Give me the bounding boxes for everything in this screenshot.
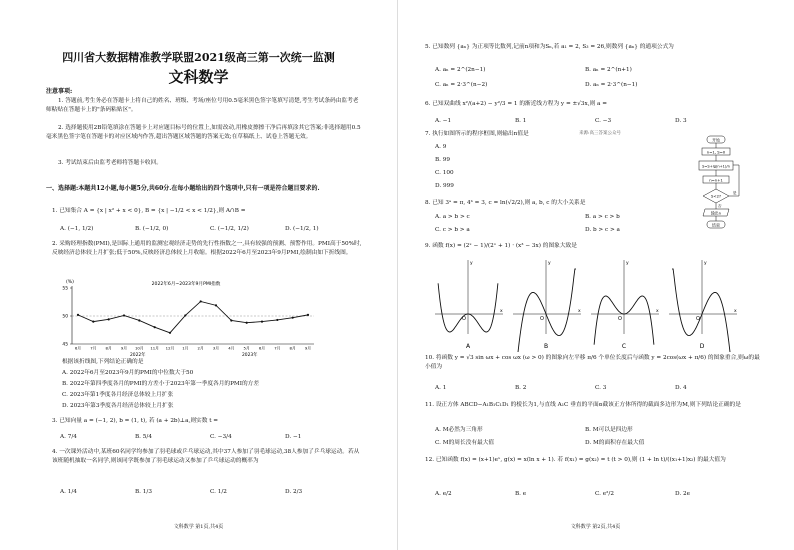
q8-stem: 8. 已知 3ᵃ = π, 4ᵇ = 3, c = ln(√2/2),则 a, b, c 的大小关系是 — [425, 200, 586, 206]
notice-heading: 注意事项: — [46, 88, 73, 95]
pmi-line-chart — [52, 278, 320, 358]
q5-option-d: D. aₙ = 2·3^(n−1) — [585, 81, 638, 88]
q9-option-label: D — [699, 343, 705, 350]
chart-data-point — [184, 314, 186, 316]
q12-option-b: B. e — [515, 491, 527, 497]
q7-option-d: D. 999 — [435, 183, 454, 189]
chart-x-tick-label: 8月 — [289, 345, 296, 351]
q9-origin-label: O — [540, 316, 544, 322]
chart-x-tick-label: 4月 — [228, 345, 235, 351]
q8-options — [435, 213, 695, 234]
q7-flowchart — [689, 134, 749, 234]
q9-origin-label: O — [696, 316, 700, 322]
q3-option-d: D. −1 — [285, 434, 302, 440]
q12-stem: 12. 已知函数 f(x) = (x+1)eˣ, g(x) = x(ln x + 1). 若 f(x₁) = g(x₂) = t (t > 0),则 (1 + ln t)/((x₁+1)x₂) 的最大值为 — [425, 457, 726, 463]
q4-option-a: A. 1/4 — [60, 489, 77, 495]
q2-option-b: B. 2022年第四季度各月的PMI的方差小于2023年第一季度各月的PMI的方差 — [62, 381, 260, 387]
q9-graph-b — [513, 260, 581, 352]
chart-data-point — [307, 314, 309, 316]
q2-stem: 2. 采购经理指数(PMI),是国际上通用的监测宏观经济走势的先行性指数之一,具有较强的预测、预警作用。PMI高于50%时,反映经济总体较上月扩张;低于50%,反映经济总体较上月收缩。根据2022年6月至2023年9月PMI,绘制由如下折线图。 — [52, 241, 362, 256]
chart-x-tick-label: 8月 — [105, 345, 112, 351]
chart-points — [77, 300, 309, 334]
chart-xlabel-2023: 2023年 — [242, 353, 258, 358]
flow-start-label: 开始 — [712, 137, 720, 143]
q7-stem: 7. 执行如图所示的程序框图,则输出n值是 — [425, 131, 529, 137]
q11-options — [435, 426, 735, 447]
chart-x-tick-label: 7月 — [274, 345, 281, 351]
flow-update-s-label: S=S+lg(n+1)/n — [702, 164, 730, 169]
chart-data-point — [276, 319, 278, 321]
q2-option-c: C. 2023年第1季度各月经济总体较上月扩张 — [62, 392, 174, 398]
q9-x-label: x — [578, 309, 581, 314]
chart-data-point — [138, 319, 140, 321]
chart-title: 2022年6月~2023年9月PMI指数 — [151, 282, 221, 287]
q8-option-d: D. b > c > a — [585, 226, 620, 233]
q2-option-a: A. 2022年6月至2023年9月的PMI的中位数大于50 — [62, 370, 194, 376]
chart-x-tick-label: 1月 — [182, 345, 189, 351]
q10-option-b: B. 2 — [515, 385, 527, 391]
chart-x-tick-label: 5月 — [243, 345, 250, 351]
exam-title: 四川省大数据精准教学联盟2021级高三第一次统一监测 — [62, 51, 335, 64]
q10-stem: 10. 将函数 y = √3 sin ωx + cos ωx (ω > 0) 的图象向左平移 π/6 个单位长度后与函数 y = 2cos(ωx + π/6) 的图象重合,则ω的最小值为 — [425, 355, 760, 370]
q1-option-b: B. (−1/2, 0) — [135, 226, 169, 232]
flow-init-label: n=1, S=0 — [706, 149, 726, 155]
chart-x-tick-label: 12月 — [165, 345, 175, 351]
q6-option-b: B. 1 — [515, 118, 527, 124]
q9-option-label: A — [465, 343, 471, 350]
q9-stem: 9. 函数 f(x) = (2ˣ − 1)/(2ˣ + 1) · (x³ − 3x) 的图象大致是 — [425, 243, 577, 249]
q5-option-a: A. aₙ = 2^(2n−1) — [435, 67, 486, 73]
q9-y-label: y — [470, 261, 473, 266]
q3-stem: 3. 已知向量 a = (−1, 2), b = (1, t), 若 (a + 2b)⊥a,则实数 t = — [52, 418, 219, 424]
flow-output-label: 输出n — [710, 210, 722, 216]
q5-options — [435, 66, 735, 89]
flow-yes-label: 是 — [733, 191, 737, 195]
q10-options — [435, 384, 755, 393]
q4-stem: 4. 一次课外活动中,某班60名同学均参加了羽毛球或乒乓球运动,其中37人参加了羽毛球运动,38人参加了乒乓球运动。若从该班随机抽取一名同学,则该同学既参加了羽毛球运动又参加了乒乓球运动的概率为 — [52, 449, 360, 464]
q4-options — [60, 488, 360, 497]
chart-y-tick-label: 55 — [62, 286, 68, 292]
chart-data-point — [169, 332, 171, 334]
q4-option-d: D. 2/3 — [285, 489, 303, 495]
chart-y-ticks — [62, 286, 314, 348]
q8-option-b: B. a > c > b — [585, 214, 620, 220]
chart-x-tick-label: 10月 — [135, 345, 144, 351]
q2-option-d: D. 2023年第3季度各月经济总体较上月扩张 — [62, 403, 174, 409]
q12-option-c: C. e²/2 — [595, 491, 614, 497]
chart-data-point — [200, 300, 202, 302]
q9-origin-label: O — [462, 316, 466, 322]
chart-x-tick-label: 2月 — [197, 345, 204, 351]
q11-stem: 11. 设正方体 ABCD−A₁B₁C₁D₁ 的棱长为1,与直线 A₁C 垂直的平面α截该正方体所得的截面多边形为M,则下列结论正确的是 — [425, 402, 741, 408]
q3-option-a: A. 7/4 — [60, 434, 77, 440]
chart-x-tick-label: 3月 — [212, 345, 220, 351]
q1-options — [60, 225, 360, 234]
q8-option-c: C. c > b > a — [435, 226, 470, 233]
section-heading: 一、选择题:本题共12小题,每小题5分,共60分.在每小题给出的四个选项中,只有一项是符合题目要求的. — [46, 185, 320, 192]
q4-option-b: B. 1/3 — [135, 489, 152, 495]
q5-option-c: C. aₙ = 2·3^(n−2) — [435, 81, 488, 88]
q11-option-a: A. M必然为三角形 — [435, 427, 483, 433]
exam-subject: 文科数学 — [168, 68, 229, 86]
page-footer-right: 文科数学 第2页,共4页 — [570, 524, 621, 530]
q10-option-d: D. 4 — [675, 385, 687, 391]
q9-x-label: x — [500, 309, 503, 314]
q3-options — [60, 433, 360, 442]
q8-option-a: A. a > b > c — [435, 214, 470, 220]
chart-data-point — [246, 322, 248, 324]
chart-data-point — [92, 321, 94, 323]
q12-option-d: D. 2e — [675, 491, 690, 497]
q9-y-label: y — [548, 261, 551, 266]
q1-stem: 1. 已知集合 A = {x | x² + x < 0}, B = {x | −1/2 < x < 1/2},则 A∩B = — [52, 208, 246, 214]
flow-update-n-label: n=n+1 — [709, 177, 723, 183]
q9-graph-options — [433, 256, 763, 352]
q11-option-c: C. M的周长没有最大值 — [435, 439, 495, 446]
chart-data-point — [108, 318, 110, 320]
q12-options — [435, 490, 755, 499]
chart-series-line — [78, 301, 308, 332]
chart-data-point — [230, 319, 232, 321]
q9-y-label: y — [704, 261, 707, 266]
q6-stem: 6. 已知双曲线 x²/(a+2) − y²/3 = 1 的渐近线方程为 y = ±√3x,则 a = — [425, 101, 608, 107]
chart-data-point — [154, 326, 156, 328]
chart-x-ticks — [75, 346, 311, 351]
flow-no-label: 否 — [718, 204, 722, 208]
q9-graph-a — [435, 260, 503, 350]
chart-x-tick-label: 9月 — [304, 345, 312, 351]
q1-option-d: D. (−1/2, 1) — [285, 226, 319, 232]
flow-end-label: 结束 — [712, 222, 720, 228]
q3-option-c: C. −3/4 — [210, 434, 232, 440]
chart-x-tick-label: 11月 — [150, 345, 159, 351]
q11-option-d: D. M的面积存在最大值 — [585, 439, 645, 446]
q2-prompt: 根据该折线图,下列结论正确的是 — [62, 359, 144, 365]
q7-option-c: C. 100 — [435, 170, 454, 176]
q7-option-a: A. 9 — [435, 144, 447, 150]
q9-graph-c — [591, 260, 659, 350]
q6-option-d: D. 3 — [675, 118, 687, 124]
q5-stem: 5. 已知数列 {aₙ} 为正项等比数列,记前n项和为Sₙ,若 a₁ = 2, S₃ = 26,则数列 {aₙ} 的通项公式为 — [425, 44, 674, 50]
notice-item-1: 1. 答题前,考生务必在答题卡上将自己的姓名、班级、考场/座位号用0.5毫米黑色签字笔填写清楚,考生考试条码由监考老师粘贴在答题卡上的"条码粘贴区"。 — [46, 98, 359, 113]
chart-y-unit: (%) — [66, 280, 74, 285]
q11-option-b: B. M可以是四边形 — [585, 427, 633, 433]
chart-x-tick-label: 6月 — [74, 345, 82, 351]
chart-xlabel-2022: 2022年 — [130, 353, 146, 358]
q4-option-c: C. 1/2 — [210, 489, 227, 495]
q10-option-c: C. 3 — [595, 385, 607, 391]
q5-option-b: B. aₙ = 2^(n+1) — [585, 67, 632, 73]
chart-data-point — [123, 314, 125, 316]
q6-option-a: A. −1 — [435, 118, 452, 124]
chart-y-tick-label: 45 — [62, 342, 68, 348]
q9-x-label: x — [656, 309, 659, 314]
q6-options — [435, 117, 755, 126]
q1-option-a: A. (−1, 1/2) — [60, 226, 94, 232]
chart-x-tick-label: 6月 — [258, 345, 266, 351]
notice-item-2: 2. 选择题使用2B铅笔填涂在答题卡上对应题目标号的位置上,如需改动,用橡皮擦擦干净后再填涂其它答案;非选择题用0.5毫米黑色签字笔在答题卡的对应区域内作答,超出答题区域答题的答案无效;在草稿纸上、试卷上答题无效。 — [46, 125, 361, 140]
notice-item-3: 3. 考试结束后由监考老师将答题卡收回。 — [58, 160, 162, 166]
page-footer-left: 文科数学 第1页,共4页 — [173, 524, 224, 530]
chart-y-tick-label: 50 — [62, 314, 68, 320]
chart-data-point — [215, 304, 217, 306]
q9-option-label: B — [543, 343, 549, 350]
chart-x-tick-label: 7月 — [90, 345, 97, 351]
chart-data-point — [77, 314, 79, 316]
q12-option-a: A. e/2 — [435, 491, 452, 497]
flow-decision-label: S<2? — [710, 193, 722, 199]
q6-option-c: C. −3 — [595, 118, 612, 124]
q1-option-c: C. (−1/2, 1/2) — [210, 226, 249, 232]
q3-option-b: B. 5/4 — [135, 434, 152, 440]
q9-graph-d — [669, 260, 737, 352]
q9-origin-label: O — [618, 316, 622, 322]
q7-source-note: 来源:高三答案公众号 — [579, 131, 622, 136]
q7-option-b: B. 99 — [435, 157, 451, 163]
chart-x-tick-label: 9月 — [120, 345, 128, 351]
chart-data-point — [292, 317, 294, 319]
exam-page-right — [397, 0, 794, 550]
q9-x-label: x — [734, 309, 737, 314]
chart-data-point — [261, 321, 263, 323]
q10-option-a: A. 1 — [435, 385, 447, 391]
q9-y-label: y — [626, 261, 629, 266]
q9-option-label: C — [621, 343, 627, 350]
